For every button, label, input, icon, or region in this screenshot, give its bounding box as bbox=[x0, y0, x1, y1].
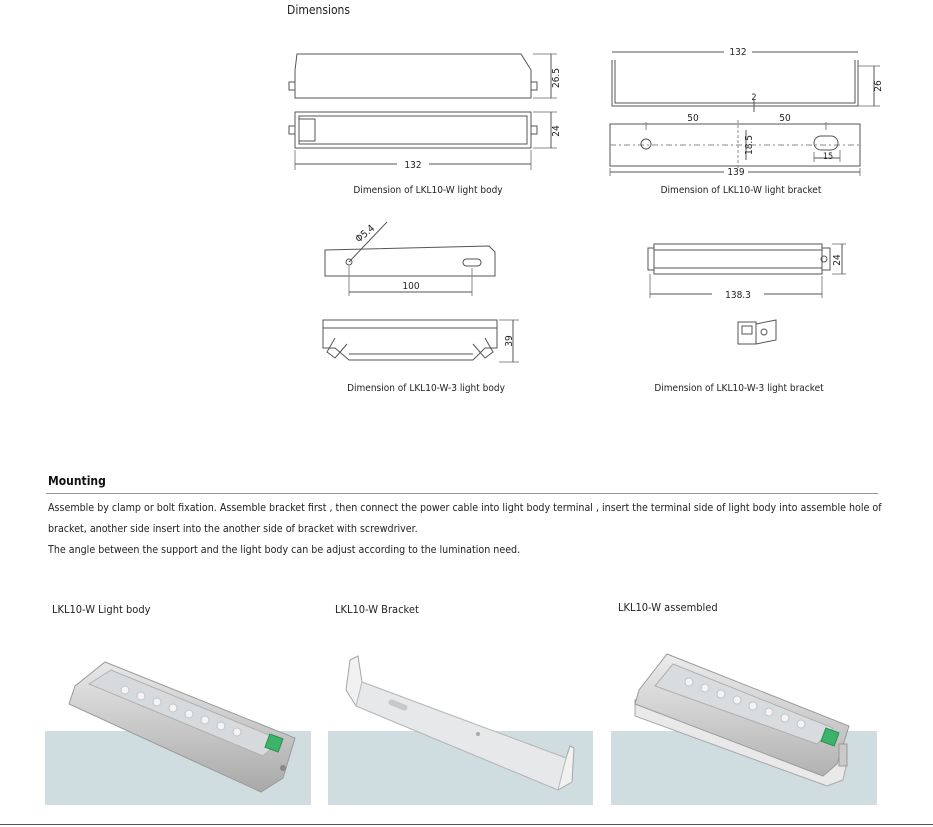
w3-body-dim-spacing: 100 bbox=[402, 281, 420, 292]
w-bracket-dim-length-top: 132 bbox=[729, 47, 747, 58]
w3-bracket-dim-height: 24 bbox=[832, 254, 843, 266]
drawing-w3-light-body bbox=[315, 220, 535, 370]
product-label-assembled: LKL10-W assembled bbox=[618, 601, 718, 614]
mounting-line-3: The angle between the support and the light body can be adjust according to the lumination need. bbox=[48, 544, 521, 556]
caption-w-light-body: Dimension of LKL10-W light body bbox=[353, 185, 503, 196]
mounting-text bbox=[48, 498, 888, 561]
w-bracket-dim-total: 139 bbox=[727, 167, 745, 178]
mounting-title: Mounting bbox=[48, 474, 106, 488]
product-image-bracket bbox=[328, 650, 593, 810]
product-label-light-body: LKL10-W Light body bbox=[52, 603, 151, 616]
mounting-line-2: bracket, another side insert into the another side of bracket with screwdriver. bbox=[48, 523, 418, 535]
w-body-dim-height-bottom: 24 bbox=[551, 125, 562, 137]
w-body-dim-height-top: 26.5 bbox=[551, 67, 562, 89]
w-bracket-dim-slot: 15 bbox=[822, 152, 834, 162]
w-bracket-dim-thickness: 2 bbox=[751, 93, 757, 103]
section-title: Dimensions bbox=[287, 3, 351, 17]
w-body-side-view bbox=[295, 54, 531, 98]
product-image-assembled bbox=[611, 640, 877, 810]
w-bracket-dim-left-50: 50 bbox=[687, 113, 699, 124]
drawing-w3-light-bracket bbox=[640, 236, 860, 356]
w3-bracket-end-view bbox=[738, 322, 756, 344]
footer-divider bbox=[0, 824, 933, 825]
caption-w3-light-bracket: Dimension of LKL10-W-3 light bracket bbox=[654, 383, 824, 394]
w3-body-dim-height: 39 bbox=[504, 335, 515, 347]
mounting-divider bbox=[46, 493, 878, 494]
w-body-front-view bbox=[295, 112, 531, 148]
caption-w3-light-body: Dimension of LKL10-W-3 light body bbox=[347, 383, 505, 394]
w3-bracket-dim-length: 138.3 bbox=[725, 290, 751, 301]
drawing-w-light-bracket bbox=[600, 40, 890, 180]
w3-body-front-view bbox=[323, 320, 497, 328]
caption-w-light-bracket: Dimension of LKL10-W light bracket bbox=[660, 185, 822, 196]
w-bracket-dim-height: 26 bbox=[873, 80, 884, 92]
w-bracket-dim-width: 18.5 bbox=[744, 134, 755, 156]
mounting-line-1: Assemble by clamp or bolt fixation. Assemble bracket first , then connect the power cable into light body terminal , insert the terminal side of light body into assemble hole of bbox=[48, 502, 882, 514]
product-label-bracket: LKL10-W Bracket bbox=[335, 603, 419, 616]
w3-body-dim-hole: Φ5.4 bbox=[353, 222, 378, 246]
w-bracket-profile bbox=[612, 60, 858, 106]
w3-bracket-side-view bbox=[654, 244, 822, 274]
w-body-dim-length: 132 bbox=[404, 160, 422, 171]
drawing-w-light-body bbox=[285, 40, 575, 180]
product-image-light-body bbox=[45, 640, 311, 810]
w-bracket-dim-right-50: 50 bbox=[779, 113, 791, 124]
